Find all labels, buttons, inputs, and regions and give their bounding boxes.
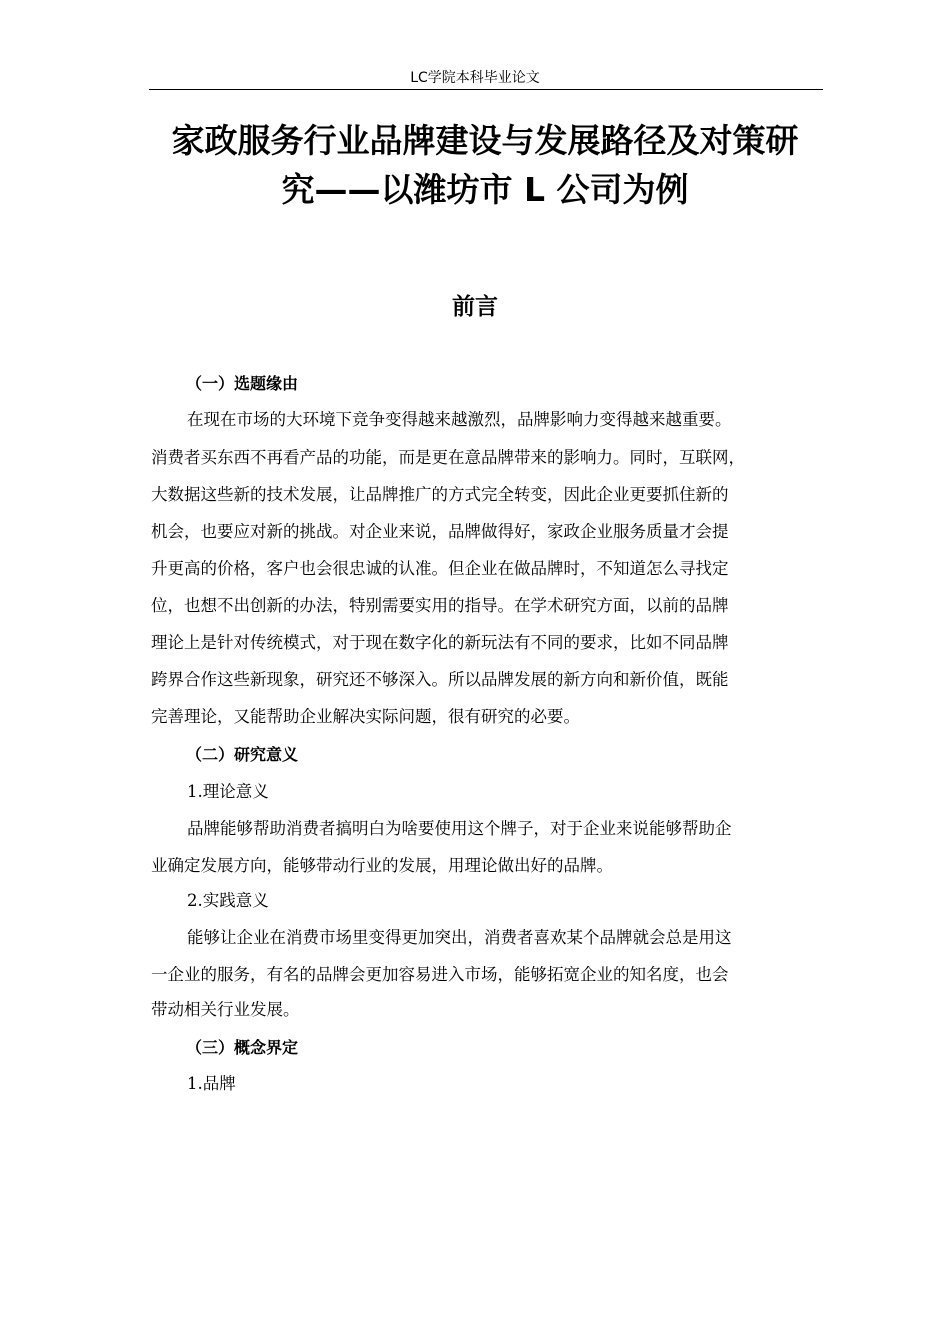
paragraph-line: 理论上是针对传统模式，对于现在数字化的新玩法有不同的要求，比如不同品牌: [151, 633, 729, 652]
paper-title-line-2: 究——以潍坊市 L 公司为例: [281, 170, 689, 209]
paragraph-line: 业确定发展方向，能够带动行业的发展，用理论做出好的品牌。: [151, 856, 613, 875]
paragraph-line: 完善理论，又能帮助企业解决实际问题，很有研究的必要。: [151, 707, 580, 726]
paragraph-line: 机会，也要应对新的挑战。对企业来说，品牌做得好，家政企业服务质量才会提: [151, 522, 729, 541]
paper-title-line-1: 家政服务行业品牌建设与发展路径及对策研: [171, 121, 799, 160]
paragraph-line: 大数据这些新的技术发展，让品牌推广的方式完全转变，因此企业更要抓住新的: [151, 485, 729, 504]
paragraph-line: 消费者买东西不再看产品的功能，而是更在意品牌带来的影响力。同时，互联网，: [151, 448, 745, 467]
paragraph-line: 能够让企业在消费市场里变得更加突出，消费者喜欢某个品牌就会总是用这: [187, 928, 732, 947]
paragraph-line: 跨界合作这些新现象，研究还不够深入。所以品牌发展的新方向和新价值，既能: [151, 670, 729, 689]
subheading-practical-significance: 2.实践意义: [187, 891, 269, 910]
section-heading-research-significance: （二）研究意义: [186, 745, 299, 764]
header-rule: [149, 89, 823, 90]
subheading-theoretical-significance: 1.理论意义: [187, 782, 269, 801]
paragraph-line: 品牌能够帮助消费者搞明白为啥要使用这个牌子，对于企业来说能够帮助企: [187, 819, 732, 838]
section-heading-topic-origin: （一）选题缘由: [186, 374, 299, 393]
section-heading-concept-definition: （三）概念界定: [186, 1038, 299, 1057]
paragraph-line: 位，也想不出创新的办法，特别需要实用的指导。在学术研究方面，以前的品牌: [151, 596, 729, 615]
paragraph-line: 一企业的服务，有名的品牌会更加容易进入市场，能够拓宽企业的知名度，也会: [151, 965, 729, 984]
subheading-brand: 1.品牌: [187, 1074, 236, 1093]
paragraph-line: 升更高的价格，客户也会很忠诚的认准。但企业在做品牌时，不知道怎么寻找定: [151, 559, 729, 578]
paragraph-line: 带动相关行业发展。: [151, 1000, 300, 1019]
paragraph-line: 在现在市场的大环境下竞争变得越来越激烈，品牌影响力变得越来越重要。: [187, 410, 732, 429]
preface-heading: 前言: [452, 294, 498, 320]
running-header: LC学院本科毕业论文: [410, 70, 540, 86]
